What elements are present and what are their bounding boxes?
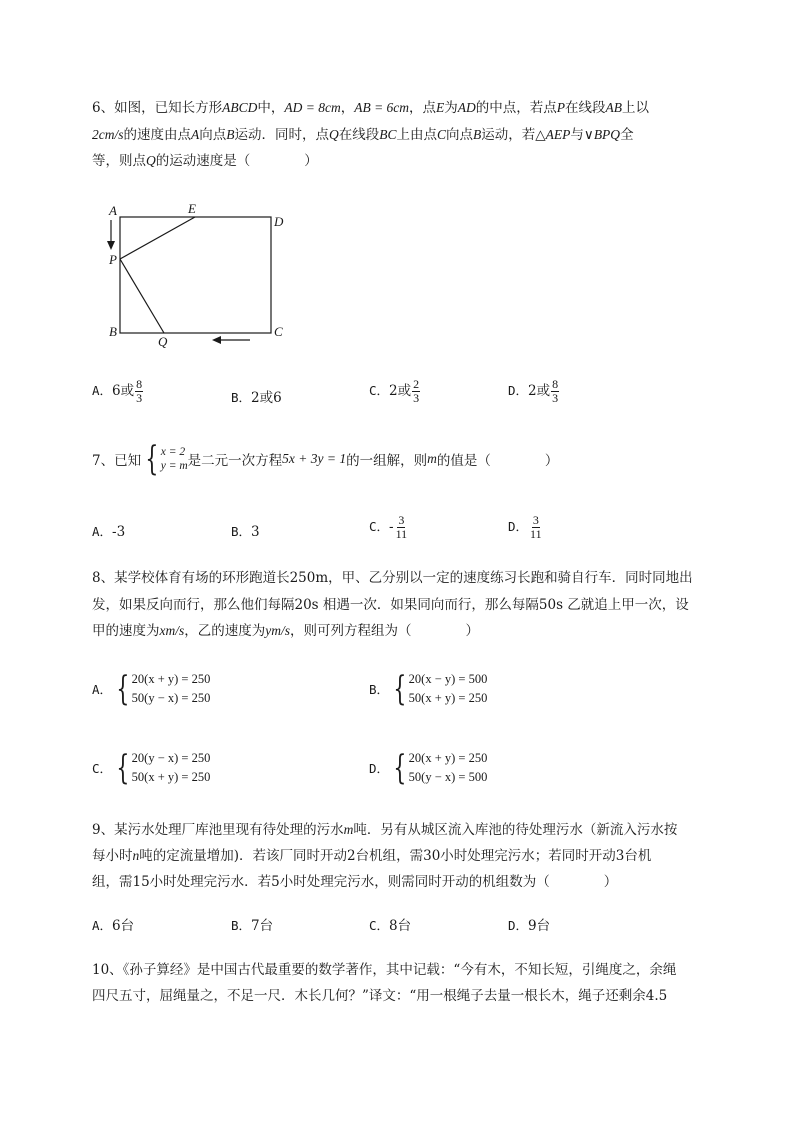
q9-line-2	[92, 846, 651, 866]
option-label: B．	[231, 524, 252, 539]
text: ，乙的速度为	[184, 623, 266, 639]
var: AEP	[545, 127, 571, 142]
numerator: 8	[136, 377, 143, 391]
segment-pe	[120, 217, 195, 259]
denominator: 11	[530, 527, 542, 541]
q6-line-2	[92, 125, 634, 145]
option-label: C．	[369, 918, 390, 933]
label-d: D	[274, 214, 284, 229]
label-q: Q	[158, 334, 168, 349]
text: ，则可列方程组为（ ）	[290, 623, 479, 639]
equation-system	[112, 670, 210, 708]
q7-option-b[interactable]	[231, 522, 260, 540]
text: ，点	[409, 100, 437, 116]
var: C	[437, 127, 447, 142]
text: 中，	[257, 100, 285, 116]
q9-line-1	[92, 820, 677, 840]
rectangle-abcd	[120, 217, 271, 333]
numerator: 8	[552, 377, 559, 391]
system-rows	[132, 749, 211, 787]
option-text: 3	[251, 524, 260, 540]
text: 向点	[199, 127, 227, 143]
option-label: A．	[92, 383, 113, 398]
arrow-down-icon	[107, 241, 115, 250]
arrow-left-icon	[212, 336, 221, 344]
option-label: D．	[508, 918, 529, 933]
option-label: D．	[369, 761, 390, 776]
text: 运动．同时，点	[234, 127, 329, 143]
equation-system	[141, 439, 188, 479]
option-label: D．	[508, 519, 529, 534]
q7-stem	[92, 439, 559, 479]
text: 甲的速度为	[92, 623, 160, 639]
q10-line-2: 四尺五寸，屈绳量之，不足一尺．木长几何？”译文：“用一根绳子去量一根长木，绳子还剩余4.5	[92, 988, 668, 1004]
option-text: 7台	[251, 918, 274, 934]
text: 的值是（ ）	[436, 453, 559, 469]
option-text: -	[389, 519, 394, 535]
expr: AB = 6cm	[354, 100, 410, 115]
q7-option-d[interactable]	[508, 514, 544, 541]
system-row: y = m	[160, 460, 188, 472]
equation: 5x + 3y = 1	[282, 451, 347, 466]
q8-option-b[interactable]	[369, 670, 487, 708]
option-label: D．	[508, 383, 529, 398]
option-label: C．	[369, 383, 390, 398]
system-rows	[132, 670, 211, 708]
var: Q	[329, 127, 339, 142]
system-row: 20(y − x) = 250	[131, 751, 211, 765]
text: 7、已知	[92, 453, 142, 469]
option-text: 2或	[528, 383, 551, 399]
option-label: C．	[369, 519, 390, 534]
q9-option-c[interactable]	[369, 914, 411, 934]
system-rows	[409, 749, 488, 787]
q8-line-1: 8、某学校体育有场的环形跑道长250m，甲、乙分别以一定的速度练习长跑和骑自行车．同时同地出	[92, 570, 693, 586]
system-row: 20(x + y) = 250	[408, 751, 488, 765]
expr: AD = 8cm	[284, 100, 341, 115]
denominator: 3	[413, 391, 420, 405]
text: 等，则点	[92, 153, 146, 169]
var: AB	[605, 100, 623, 115]
q6-option-c[interactable]	[369, 378, 421, 405]
text: 运动，若△	[481, 127, 546, 143]
text: 的中点，若点	[475, 100, 557, 116]
brace-icon: {	[393, 669, 407, 709]
var: ym/s	[265, 623, 290, 638]
q6-option-b[interactable]	[231, 386, 282, 406]
text: 是二元一次方程	[187, 453, 283, 469]
q9-line-3: 组，需15小时处理完污水．若5小时处理完污水，则需同时开动的机组数为（ ）	[92, 874, 618, 890]
brace-icon: {	[145, 439, 159, 479]
system-row: 50(y − x) = 500	[408, 770, 488, 784]
text: 6、如图，已知长方形	[92, 100, 223, 116]
rectangle-figure	[100, 196, 300, 352]
option-text: 9台	[528, 918, 551, 934]
fraction	[395, 514, 409, 541]
q8-option-d[interactable]	[369, 749, 487, 787]
text: 吨的定流量增加)．若该厂同时开动2台机组，需30小时处理完污水；若同时开动3台机	[139, 848, 652, 864]
q10-line-1: 10、《孙子算经》是中国古代最重要的数学著作，其中记载：“今有木，不知长短，引绳度之，余绳	[92, 962, 677, 978]
var: AD	[457, 100, 476, 115]
var: m	[343, 822, 354, 837]
text: 向点	[446, 127, 474, 143]
text: 上由点	[396, 127, 438, 143]
option-text: 2或6	[251, 390, 282, 406]
var: m	[427, 451, 437, 466]
option-text: 2或	[389, 383, 412, 399]
q6-line-1	[92, 98, 649, 118]
label-p: P	[109, 252, 117, 267]
label-e: E	[188, 201, 196, 216]
text: 吨．另有从城区流入库池的待处理污水（新流入污水按	[353, 822, 678, 838]
brace-icon: {	[393, 748, 407, 788]
var: xm/s	[159, 623, 185, 638]
option-label: A．	[92, 682, 113, 697]
text: 在线段	[338, 127, 380, 143]
expr: 2cm/s	[92, 127, 124, 142]
var: B	[473, 127, 482, 142]
system-rows	[161, 445, 188, 473]
text: ，	[340, 100, 355, 116]
option-label: B．	[231, 390, 252, 405]
text: 每小时	[92, 848, 133, 864]
var: E	[436, 100, 445, 115]
numerator: 3	[532, 513, 539, 527]
option-text: 6台	[112, 918, 135, 934]
var: B	[226, 127, 235, 142]
denominator: 11	[395, 527, 408, 541]
var: Q	[146, 153, 156, 168]
system-row: 20(x − y) = 500	[408, 672, 488, 686]
denominator: 3	[552, 391, 559, 405]
option-text: 8台	[389, 918, 412, 934]
var: BPQ	[593, 127, 621, 142]
system-row: x = 2	[160, 446, 186, 458]
equation-system	[112, 749, 210, 787]
q7-option-a[interactable]	[92, 522, 125, 540]
fraction	[412, 378, 420, 405]
option-text: 6或	[112, 383, 135, 399]
text: 在线段	[565, 100, 606, 116]
option-text: -3	[112, 524, 126, 540]
option-label: B．	[231, 918, 252, 933]
q6-option-d[interactable]	[508, 378, 560, 405]
equation-system	[389, 670, 487, 708]
segment-pq	[120, 259, 164, 333]
system-row: 50(y − x) = 250	[131, 691, 211, 705]
var: P	[556, 100, 566, 115]
var: ABCD	[222, 100, 258, 115]
equation-system	[389, 749, 487, 787]
q9-option-b[interactable]	[231, 914, 273, 934]
q8-line-2: 发，如果反向而行，那么他们每隔20s 相遇一次．如果同向而行，那么每隔50s 乙就追上甲一次，设	[92, 597, 689, 613]
option-label: B．	[369, 682, 390, 697]
q8-option-a[interactable]	[92, 670, 210, 708]
system-row: 50(x + y) = 250	[131, 770, 211, 784]
brace-icon: {	[116, 748, 130, 788]
q6-line-3	[92, 151, 318, 171]
text: 为	[444, 100, 458, 116]
var: n	[132, 848, 140, 863]
system-row: 50(x + y) = 250	[408, 691, 488, 705]
var: BC	[379, 127, 397, 142]
var: A	[191, 127, 200, 142]
q9-option-d[interactable]	[508, 914, 550, 934]
q9-option-a[interactable]	[92, 914, 134, 934]
q7-option-c[interactable]	[369, 514, 409, 541]
label-a: A	[109, 203, 117, 218]
text: 上以	[622, 100, 650, 116]
fraction	[551, 378, 559, 405]
q8-option-c[interactable]	[92, 749, 210, 787]
fraction	[135, 378, 143, 405]
label-c: C	[274, 324, 283, 339]
q6-option-a[interactable]	[92, 378, 144, 405]
option-label: A．	[92, 918, 113, 933]
text: 的速度由点	[123, 127, 191, 143]
denominator: 3	[136, 391, 143, 405]
fraction	[529, 514, 543, 541]
system-rows	[409, 670, 488, 708]
text: 9、某污水处理厂库池里现有待处理的污水	[92, 822, 344, 838]
text: 的运动速度是（ ）	[155, 153, 318, 169]
option-label: C．	[92, 761, 113, 776]
brace-icon: {	[116, 669, 130, 709]
numerator: 3	[398, 513, 405, 527]
label-b: B	[109, 324, 117, 339]
text: 全	[620, 127, 634, 143]
numerator: 2	[413, 377, 420, 391]
system-row: 20(x + y) = 250	[131, 672, 211, 686]
option-label: A．	[92, 524, 113, 539]
text: 与∨	[570, 127, 594, 143]
q8-line-3	[92, 621, 479, 641]
text: 的一组解，则	[346, 453, 428, 469]
